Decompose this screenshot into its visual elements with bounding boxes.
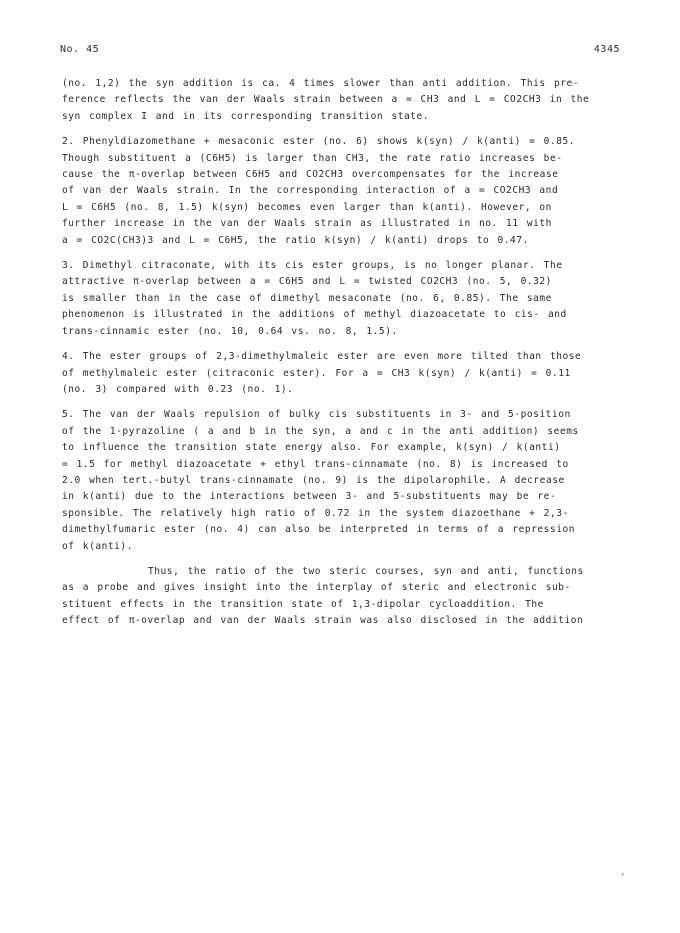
text-line: is smaller than in the case of dimethyl mesaconate (no. 6, 0.85). The same (62, 292, 552, 304)
text-line: attractive π-overlap between a = C6H5 and L = twisted CO2CH3 (no. 5, 0.32) (62, 276, 552, 288)
text-line: ference reflects the van der Waals strain between a = CH3 and L = CO2CH3 in the (62, 94, 590, 106)
text-line: 2. Phenyldiazomethane + mesaconic ester (no. 6) shows k(syn) / k(anti) = 0.85. (62, 136, 576, 148)
text-line: phenomenon is illustrated in the additions of methyl diazoacetate to cis- and (62, 309, 567, 321)
body-text (62, 76, 622, 630)
text-line: 5. The van der Waals repulsion of bulky cis substituents in 3- and 5-position (62, 409, 571, 421)
text-line: in k(anti) due to the interactions between 3- and 5-substituents may be re- (62, 491, 557, 503)
text-line: effect of π-overlap and van der Waals strain was also disclosed in the addition (62, 615, 584, 627)
text-line: Thus, the ratio of the two steric courses, syn and anti, functions (148, 565, 584, 577)
journal-number: No. 45 (60, 44, 100, 55)
text-line: syn complex I and in its corresponding transition state. (62, 110, 430, 122)
text-line: of k(anti). (62, 540, 133, 552)
text-line: 4. The ester groups of 2,3-dimethylmaleic ester are even more tilted than those (62, 351, 582, 363)
footer-mark: . (620, 868, 626, 878)
paragraph-5 (62, 407, 622, 555)
text-line: cause the π-overlap between C6H5 and CO2CH3 overcompensates for the increase (62, 169, 559, 181)
text-line: further increase in the van der Waals strain as illustrated in no. 11 with (62, 218, 552, 230)
text-line: = 1.5 for methyl diazoacetate + ethyl trans-cinnamate (no. 8) is increased to (62, 458, 569, 470)
paragraph-2 (62, 134, 622, 249)
text-line: (no. 3) compared with 0.23 (no. 1). (62, 383, 294, 395)
text-line: of van der Waals strain. In the corresponding interaction of a = CO2CH3 and (62, 185, 559, 197)
text-line: a = CO2C(CH3)3 and L = C6H5, the ratio k(syn) / k(anti) drops to 0.47. (62, 234, 529, 246)
text-line: to influence the transition state energy also. For example, k(syn) / k(anti) (62, 442, 561, 454)
text-line: sponsible. The relatively high ratio of 0.72 in the system diazoethane + 2,3- (62, 507, 569, 519)
paragraph-6 (62, 564, 622, 630)
paragraph-1 (62, 76, 622, 125)
text-line: L = C6H5 (no. 8, 1.5) k(syn) becomes even larger than k(anti). However, on (62, 201, 552, 213)
text-line: Though substituent a (C6H5) is larger than CH3, the rate ratio increases be- (62, 152, 563, 164)
text-line: dimethylfumaric ester (no. 4) can also be interpreted in terms of a repression (62, 524, 576, 536)
paragraph-3 (62, 258, 622, 340)
text-line: of the 1-pyrazoline ( a and b in the syn, a and c in the anti addition) seems (62, 425, 579, 437)
text-line: of methylmaleic ester (citraconic ester). For a = CH3 k(syn) / k(anti) = 0.11 (62, 367, 571, 379)
text-line: 3. Dimethyl citraconate, with its cis ester groups, is no longer planar. The (62, 260, 563, 272)
page-number: 4345 (593, 44, 620, 55)
text-line: stituent effects in the transition state of 1,3-dipolar cycloaddition. The (62, 598, 544, 610)
text-line: trans-cinnamic ester (no. 10, 0.64 vs. no. 8, 1.5). (62, 325, 398, 337)
text-line: (no. 1,2) the syn addition is ca. 4 times slower than anti addition. This pre- (62, 78, 580, 89)
paragraph-4 (62, 349, 622, 398)
text-line: 2.0 when tert.-butyl trans-cinnamate (no. 9) is the dipolarophile. A decrease (62, 474, 565, 486)
text-line: as a probe and gives insight into the interplay of steric and electronic sub- (62, 582, 571, 594)
